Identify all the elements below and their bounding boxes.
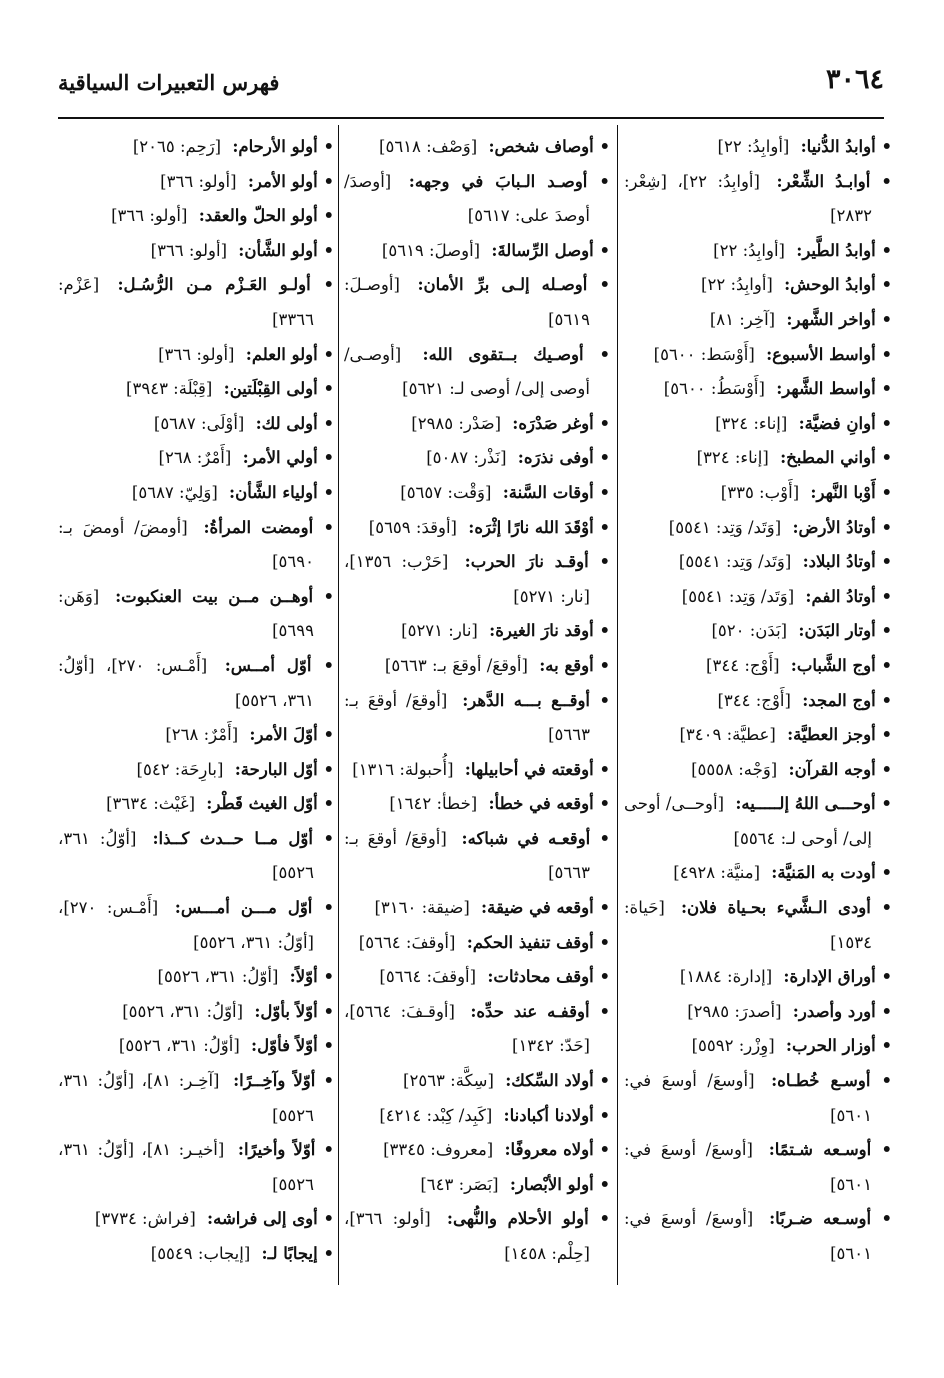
entry-reference: [عطيَّة: ٣٤٠٩]: [679, 725, 776, 745]
entry-term: أولو الأرحام:: [232, 137, 318, 156]
index-entry: [344, 407, 610, 442]
entry-term: أوهــن مــن بيت العنكبوت:: [115, 586, 314, 606]
entry-reference: [وَجْه: ٥٥٥٨]: [691, 759, 778, 779]
entry-reference: [أولو: ٣٦٦]، [حِلْم: ١٤٥٨]: [344, 1209, 590, 1263]
index-entry: [58, 476, 334, 511]
entry-reference: [أوّلُ: ٣٦١، ٥٥٢٦]: [118, 1036, 240, 1056]
entry-reference: [غَيْث: ٣٦٣٤]: [106, 794, 196, 814]
index-entry: [58, 130, 334, 165]
index-entry: [344, 441, 610, 476]
entry-reference: [أَوْج: ٣٤٤]: [717, 690, 791, 710]
entry-reference: [أوحــى/ أوحى إلى/ أوحى لـ: ٥٥٦٤]: [624, 794, 872, 848]
entry-term: أوابـدُ الشِّعْر:: [776, 171, 871, 191]
entry-term: أوصـله إلـى برِّ الأمان:: [417, 275, 588, 295]
entry-term: أولو الأبْصار:: [509, 1174, 594, 1194]
index-entry: [344, 476, 610, 511]
entry-reference: [نار: ٥٢٧١]: [401, 621, 478, 641]
index-entry: [58, 787, 334, 822]
index-entry: [624, 165, 892, 234]
entry-reference: [نَذْر: ٥٠٨٧]: [426, 448, 507, 468]
entry-reference: [أوسعَ/ أوسعَ في: ٥٦٠١]: [624, 1209, 872, 1263]
entry-term: أواسط الشَّهر:: [776, 379, 876, 399]
index-entry: [344, 822, 610, 891]
entry-reference: [أوقعَ/ أوقعَ بـ: ٥٦٦٣]: [344, 828, 590, 883]
entry-term: أولو الحلّ والعقد:: [198, 206, 318, 226]
entry-term: أوراق الإدارة:: [783, 967, 876, 987]
entry-reference: [إناء: ٣٢٤]: [715, 413, 788, 433]
entry-reference: [أوقدَ: ٥٦٥٩]: [368, 517, 457, 537]
index-entry: [624, 580, 892, 615]
entry-term: أوقعـه في شباكه:: [461, 828, 591, 848]
entry-term: أوقد نارَ الغيرة:: [489, 621, 594, 641]
index-entry: [58, 960, 334, 995]
entry-term: أومضت المرأةُ:: [203, 517, 314, 537]
entry-term: أوصاف شخص:: [488, 137, 594, 156]
index-entry: [624, 684, 892, 719]
entry-reference: [أوّلُ: ٣٦١، ٥٥٢٦]: [122, 1001, 244, 1021]
entry-term: أوسـع خُطـاه:: [771, 1071, 871, 1091]
entry-reference: [آخِـر: ٨١]، [أوّلُ: ٣٦١، ٥٥٢٦]: [58, 1071, 314, 1125]
entry-term: أواخر الشَّهر:: [786, 309, 876, 329]
entry-term: أوجز العطيَّة:: [787, 725, 876, 745]
entry-term: أوزار الحرب:: [785, 1036, 876, 1056]
entry-reference: [أخيـر: ٨١]، [أوّلُ: ٣٦١، ٥٥٢٦]: [58, 1140, 314, 1194]
index-entry: [624, 787, 892, 856]
entry-term: أوتار البَدَن:: [798, 621, 876, 641]
entry-reference: [أولو: ٣٦٦]: [150, 240, 228, 260]
entry-reference: [أوابِدُ: ٢٢]: [713, 240, 785, 260]
entry-reference: [أوسعَ/ أوسعَ في: ٥٦٠١]: [624, 1071, 872, 1125]
index-entry: [624, 753, 892, 788]
page-number: ٣٠٦٤: [825, 64, 884, 95]
entry-reference: [رَحِم: ٢٠٦٥]: [132, 137, 222, 156]
entry-term: أوْقَدَ الله نارًا إثْرَه:: [468, 517, 594, 537]
index-entry: [624, 234, 892, 269]
running-title: فهرس التعبيرات السياقية: [58, 70, 280, 95]
index-entry: [344, 649, 610, 684]
index-entry: [58, 995, 334, 1030]
column-divider-right: [617, 125, 618, 1285]
entry-reference: [خطأ: ١٦٤٢]: [389, 794, 478, 814]
entry-term: أولو الأحلام والنُّهى:: [446, 1209, 589, 1229]
index-entry: [344, 1133, 610, 1168]
entry-reference: [صَدْر: ٢٩٨٥]: [411, 413, 502, 433]
entry-term: أوسـعه ضـربًا:: [769, 1209, 872, 1229]
index-entry: [624, 1064, 892, 1133]
entry-reference: [حَياة: ١٥٣٤]: [624, 898, 872, 952]
column-divider-left: [338, 125, 339, 1285]
index-entry: [624, 649, 892, 684]
entry-reference: [أَمْرٌ: ٢٦٨]: [165, 725, 239, 745]
index-entry: [624, 268, 892, 303]
index-entry: [624, 1202, 892, 1271]
entry-term: أوقعه في ضيقة:: [481, 898, 594, 918]
index-entry: [58, 407, 334, 442]
index-entry: [624, 303, 892, 338]
entry-reference: [إدارة: ١٨٨٤]: [679, 967, 773, 987]
entry-term: أوصـد الـبابَ في وجهه:: [408, 171, 588, 191]
entry-term: أوّل الغيث قَطْر:: [206, 794, 318, 814]
entry-reference: [أَمْرٌ: ٢٦٨]: [158, 448, 232, 468]
entry-reference: [أوقـفَ: ٥٦٦٤]، [حَدّ: ١٣٤٢]: [344, 1001, 590, 1056]
entry-term: أوج المجد:: [802, 690, 876, 710]
entry-term: أوّلَ الأمر:: [249, 725, 318, 745]
entry-reference: [أولو: ٣٦٦]: [158, 344, 235, 364]
index-entry: [344, 165, 610, 234]
entry-reference: [عَزْم: ٣٣٦٦]: [58, 275, 314, 329]
entry-reference: [وَتَد/ وَتِد: ٥٥٤١]: [678, 552, 792, 572]
entry-term: أوقـد نارَ الحرب:: [464, 552, 589, 572]
entry-reference: [أوصلَ: ٥٦١٩]: [381, 240, 481, 260]
index-entry: [58, 649, 334, 718]
entry-reference: [سِكَّة: ٢٥٦٣]: [403, 1071, 494, 1091]
entry-reference: [وِزْر: ٥٥٩٢]: [691, 1036, 775, 1056]
entry-term: أوقعته في أحابيلها:: [464, 759, 594, 779]
entry-term: أوابدُ الوحش:: [784, 275, 876, 295]
entry-term: أولى لك:: [255, 413, 318, 433]
index-entry: [344, 130, 610, 165]
entry-reference: [أوصدَ/ أوصدَ على: ٥٦١٧]: [344, 171, 590, 226]
index-entry: [58, 753, 334, 788]
entry-term: أوى إلى فراشه:: [207, 1209, 318, 1229]
index-entry: [624, 511, 892, 546]
entry-reference: [أصدرَ: ٢٩٨٥]: [687, 1001, 782, 1021]
entry-reference: [أوصـلَ: ٥٦١٩]: [344, 275, 590, 329]
entry-term: أولاه معروفًا:: [504, 1140, 594, 1160]
entry-reference: [أَمْـس: ٢٧٠]، [أوّلُ: ٣٦١، ٥٥٢٦]: [58, 898, 314, 952]
entry-term: أوّل مـــن أمـــس:: [174, 898, 313, 918]
index-entry: [624, 338, 892, 373]
entry-term: أوج الشَّباب:: [790, 655, 876, 675]
entry-reference: [فراش: ٣٧٣٤]: [94, 1209, 196, 1229]
index-entry: [58, 441, 334, 476]
entry-term: أولو العلم:: [245, 344, 318, 364]
entry-reference: [ضيقة: ٣١٦٠]: [374, 898, 470, 918]
index-entry: [624, 718, 892, 753]
entry-term: أودى الـشَّيء بحـياة فلان:: [680, 898, 871, 918]
entry-term: أوّلاً وآخِــرًا:: [233, 1071, 316, 1091]
index-entry: [58, 1064, 334, 1133]
entry-reference: [أوقعَ/ أوقعَ بـ: ٥٦٦٣]: [384, 655, 528, 675]
index-entry: [344, 926, 610, 961]
index-entry: [58, 1202, 334, 1237]
entry-reference: [أوسعَ/ أوسعَ في: ٥٦٠١]: [624, 1140, 872, 1194]
index-entry: [624, 891, 892, 960]
entry-term: أولو الأمر:: [247, 171, 318, 191]
entry-term: أوفى نذرَه:: [517, 448, 594, 468]
entry-term: أوسـعه شـتمًا:: [768, 1140, 872, 1160]
index-entry: [58, 718, 334, 753]
index-entry: [624, 441, 892, 476]
entry-reference: [كَبِد/ كِبْد: ٤٢١٤]: [379, 1105, 493, 1125]
entry-reference: [وَلِيّ: ٥٦٨٧]: [131, 482, 218, 502]
index-entry: [344, 960, 610, 995]
entry-term: أوغر صَدْرَه:: [512, 413, 594, 433]
entry-term: أوصـيك بــتقوى الله:: [422, 344, 584, 364]
entry-reference: [أوّلُ: ٣٦١، ٥٥٢٦]: [58, 828, 314, 883]
entry-reference: [منيَّة: ٤٩٢٨]: [673, 863, 761, 883]
entry-reference: [أوصـى/ أوصى إلى/ أوصى لـ: ٥٦٢١]: [344, 344, 590, 399]
index-entry: [344, 338, 610, 407]
entry-term: أوّل مــا حــدث كــذا:: [152, 828, 313, 848]
index-entry: [624, 960, 892, 995]
index-entry: [58, 1029, 334, 1064]
index-entry: [624, 476, 892, 511]
entry-reference: [بَدَن: ٥٢٠]: [711, 621, 788, 641]
entry-term: أودت به المَنيَّة:: [771, 863, 876, 883]
index-entry: [624, 1029, 892, 1064]
index-entry: [624, 130, 892, 165]
index-entry: [58, 268, 334, 337]
entry-reference: [أُحبولة: ١٣١٦]: [352, 759, 454, 779]
index-entry: [624, 372, 892, 407]
index-entry: [344, 511, 610, 546]
index-entry: [344, 614, 610, 649]
index-entry: [58, 822, 334, 891]
entry-reference: [وَصْف: ٥٦١٨]: [379, 137, 478, 156]
entry-term: أوابدُ الطَّير:: [796, 240, 876, 260]
index-entry: [58, 891, 334, 960]
index-entry: [624, 1133, 892, 1202]
entry-reference: [إناء: ٣٢٤]: [696, 448, 769, 468]
entry-term: أوقف تنفيذ الحكم:: [466, 932, 594, 952]
entry-term: أوقف محادثات:: [487, 967, 594, 987]
entry-term: أوانِ فضيَّة:: [798, 413, 876, 433]
entry-term: أوجه القرآن:: [788, 759, 876, 779]
entry-term: أولى القِبْلَتين:: [223, 379, 318, 399]
entry-term: أوّل البارحة:: [234, 759, 318, 779]
entry-reference: [بَصَر: ٦٤٣]: [420, 1174, 499, 1194]
entry-term: أوصل الرِّسالةَ:: [491, 240, 594, 260]
index-entry: [624, 995, 892, 1030]
entry-term: أولي الأمر:: [242, 448, 318, 468]
entry-reference: [بارِحَة: ٥٤٢]: [136, 759, 224, 779]
index-column-3: [58, 130, 334, 1272]
index-entry: [58, 1237, 334, 1272]
index-entry: [58, 511, 334, 580]
entry-reference: [أَمْـس: ٢٧٠]، [أوّلُ: ٣٦١، ٥٥٢٦]: [58, 655, 314, 710]
index-entry: [344, 1099, 610, 1134]
index-entry: [58, 338, 334, 373]
index-entry: [344, 787, 610, 822]
entry-reference: [أَوْسَطُ: ٥٦٠٠]: [663, 379, 765, 399]
entry-reference: [آخِر: ٨١]: [709, 309, 776, 329]
index-entry: [58, 372, 334, 407]
entry-term: أولو الشَّأن:: [238, 240, 318, 260]
entry-term: أوتادُ الأرض:: [792, 517, 876, 537]
entry-reference: [أولو: ٣٦٦]: [160, 171, 237, 191]
entry-term: أوتادُ البلاد:: [802, 552, 876, 572]
entry-term: أوّلاً:: [289, 967, 318, 987]
entry-reference: [أوابِدُ: ٢٢]: [717, 137, 790, 156]
entry-term: أواني المطبخ:: [780, 448, 876, 468]
index-entry: [344, 684, 610, 753]
entry-reference: [أَوْج: ٣٤٤]: [706, 655, 780, 675]
index-entry: [344, 268, 610, 337]
entry-reference: [أوّلُ: ٣٦١، ٥٥٢٦]: [157, 967, 279, 987]
index-column-1: [624, 130, 892, 1272]
entry-term: أوابدُ الدُّنيا:: [800, 137, 876, 156]
entry-term: أوّلاً بأوّل:: [254, 1001, 318, 1021]
index-entry: [624, 856, 892, 891]
index-entry: [344, 1202, 610, 1271]
index-entry: [344, 234, 610, 269]
entry-reference: [أَوْسَط: ٥٦٠٠]: [653, 344, 755, 364]
index-entry: [344, 1168, 610, 1203]
entry-term: أَوْبا النَّهر:: [810, 482, 876, 502]
index-entry: [624, 614, 892, 649]
index-entry: [58, 1133, 334, 1202]
entry-term: أورد وأصدر:: [792, 1001, 876, 1021]
entry-reference: [إيجاب: ٥٥٤٩]: [150, 1244, 251, 1263]
entry-term: أولاد السِّكك:: [505, 1071, 594, 1091]
entry-term: أوقــع بـــه الدَّهر:: [462, 690, 591, 710]
entry-reference: [أوقعَ/ أوقعَ بـ: ٥٦٦٣]: [344, 690, 590, 745]
entry-reference: [أوقفَ: ٥٦٦٤]: [379, 967, 477, 987]
entry-term: أوّلاً وأخيرًا:: [237, 1140, 316, 1160]
entry-term: أولياء الشَّأن:: [229, 482, 318, 502]
entry-term: أوقع به:: [539, 655, 594, 675]
entry-term: أولادنا أكبادنا:: [503, 1105, 594, 1125]
header-rule: [58, 117, 884, 119]
index-column-2: [344, 130, 610, 1272]
entry-reference: [معروف: ٣٣٤٥]: [383, 1140, 494, 1160]
entry-reference: [أوقفَ: ٥٦٦٤]: [358, 932, 456, 952]
entry-term: أوّل أمــس:: [224, 655, 312, 675]
index-entry: [58, 165, 334, 200]
entry-reference: [أوابِدُ: ٢٢]: [701, 275, 773, 295]
entry-reference: [أوْلَى: ٥٦٨٧]: [153, 413, 245, 433]
entry-reference: [قِبْلَة: ٣٩٤٣]: [126, 379, 213, 399]
index-entry: [58, 580, 334, 649]
entry-reference: [أوابِدُ: ٢٢]، [شِعْر: ٢٨٣٢]: [624, 171, 872, 226]
index-entry: [344, 891, 610, 926]
index-entry: [624, 407, 892, 442]
entry-reference: [وَقْت: ٥٦٥٧]: [400, 482, 492, 502]
entry-term: أوقفـه عند حدِّه:: [470, 1001, 590, 1021]
page-header: [58, 60, 884, 110]
entry-term: أواسط الأسبوع:: [766, 344, 876, 364]
entry-term: أوتادُ الفم:: [805, 586, 876, 606]
entry-reference: [وَهَن: ٥٦٩٩]: [58, 586, 314, 641]
index-entry: [344, 1064, 610, 1099]
entry-term: أولـو العَـزْم مـن الرُّسُـل:: [117, 275, 311, 295]
entry-term: إيجابًا لـ:: [261, 1244, 318, 1263]
entry-reference: [أولو: ٣٦٦]: [111, 206, 188, 226]
index-entry: [344, 545, 610, 614]
index-entry: [58, 199, 334, 234]
entry-reference: [حَرْب: ١٣٥٦]، [نار: ٥٢٧١]: [344, 552, 590, 606]
index-entry: [344, 995, 610, 1064]
index-entry: [344, 753, 610, 788]
index-entry: [624, 545, 892, 580]
entry-reference: [أومضَ/ أومضَ بـ: ٥٦٩٠]: [58, 517, 314, 572]
index-entry: [58, 234, 334, 269]
entry-term: أوقعه في خطأ:: [488, 794, 594, 814]
entry-reference: [أَوْب: ٣٣٥]: [720, 482, 800, 502]
entry-term: أوحـــى اللهُ إلـــــيه:: [735, 794, 876, 814]
entry-term: أوّلاً فأوّل:: [251, 1036, 318, 1056]
entry-reference: [وَتَد/ وَتِد: ٥٥٤١]: [681, 586, 795, 606]
entry-term: أوقات السَّنة:: [502, 482, 594, 502]
entry-reference: [وَتَد/ وَتِد: ٥٥٤١]: [668, 517, 782, 537]
